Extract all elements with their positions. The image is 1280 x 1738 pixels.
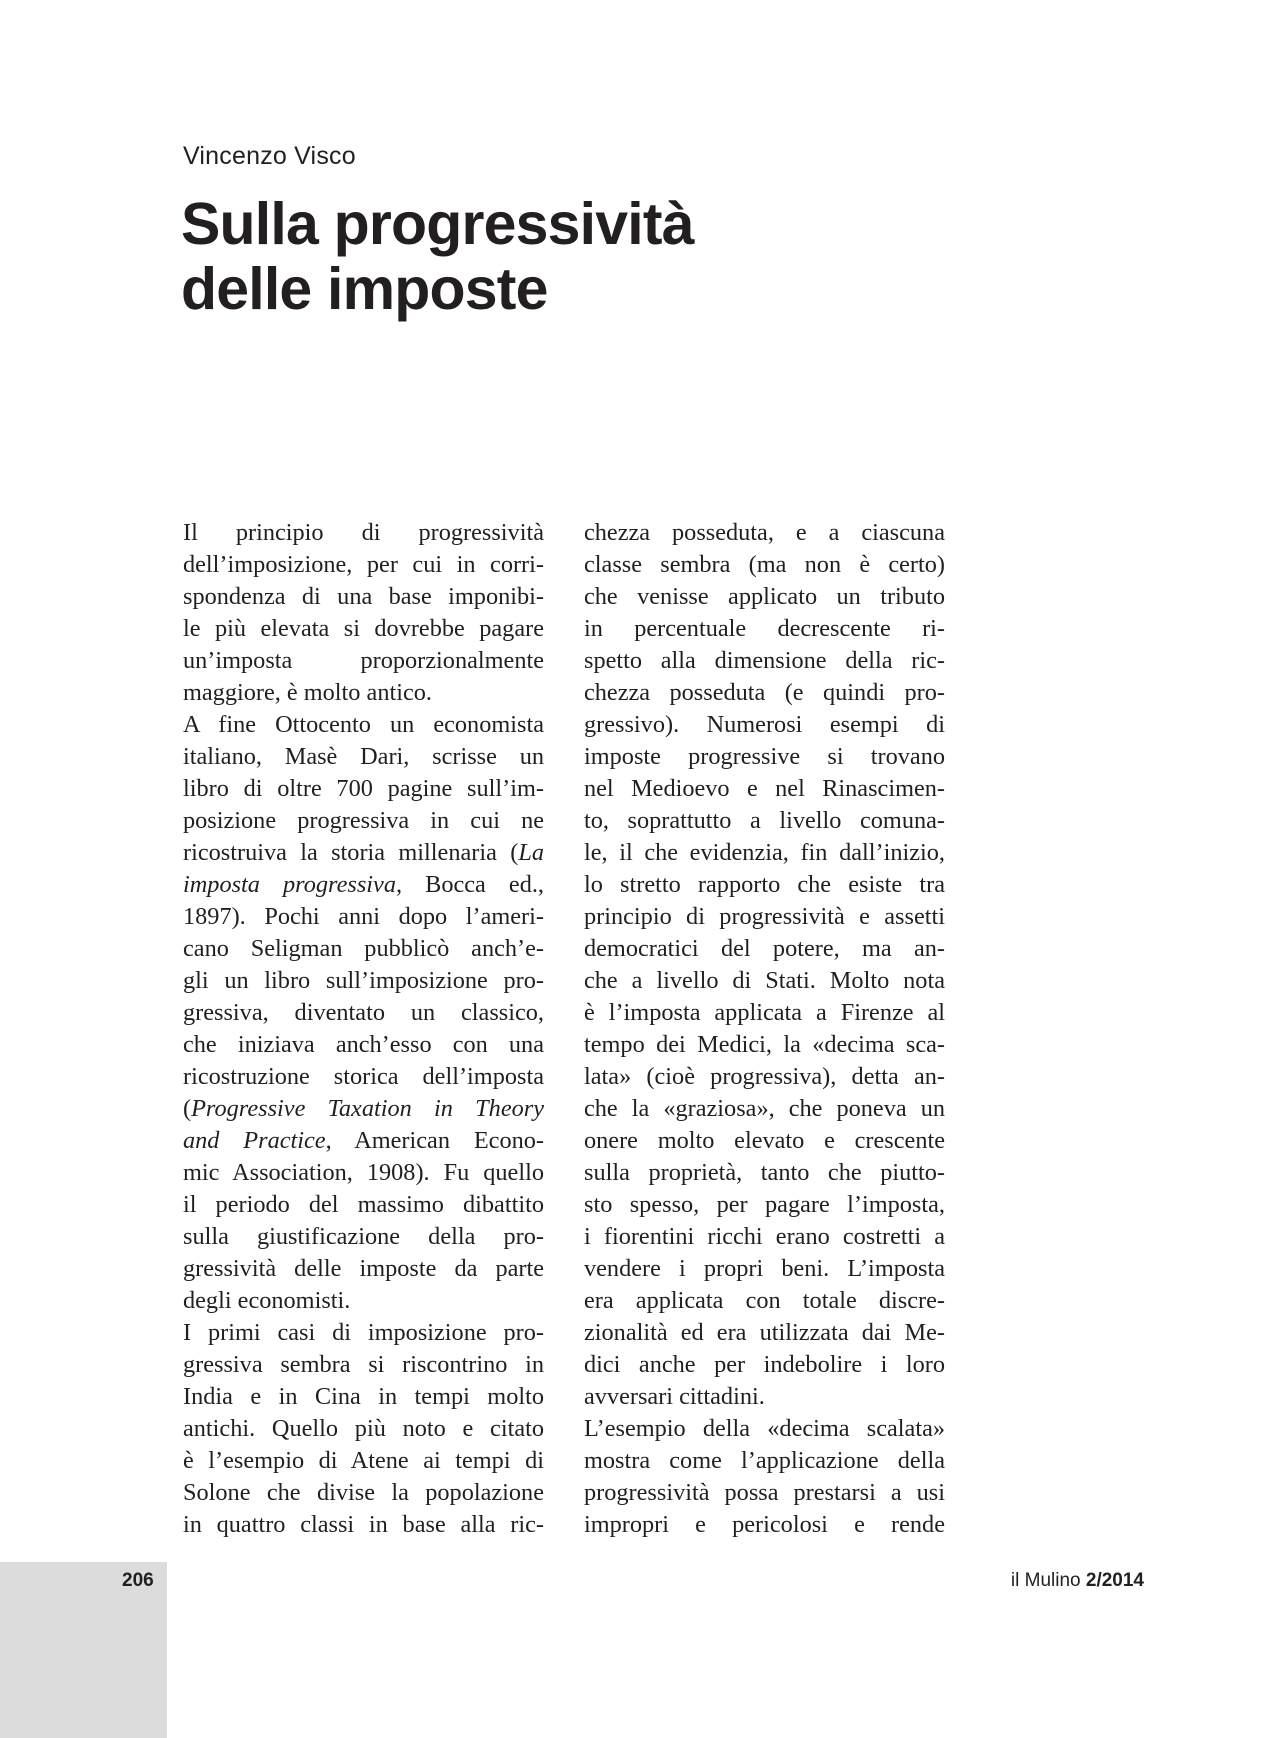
- text-line: imposta progressiva, Bocca ed.,: [183, 871, 544, 898]
- text-line: italiano, Masè Dari, scrisse un: [183, 743, 544, 770]
- journal-issue: 2/2014: [1085, 1570, 1144, 1591]
- text-line: era applicata con totale discre-: [584, 1287, 945, 1314]
- text-line: ricostruzione storica dell’imposta: [183, 1063, 544, 1090]
- text-line: le, il che evidenzia, fin dall’inizio,: [584, 839, 945, 866]
- text-line: Il principio di progressività: [183, 519, 544, 546]
- text-line: un’imposta proporzionalmente: [183, 647, 544, 674]
- text-line: to, soprattutto a livello comuna-: [584, 807, 945, 834]
- journal-reference: [1011, 1569, 1144, 1593]
- text-line: che venisse applicato un tributo: [584, 583, 945, 610]
- text-line: gli un libro sull’imposizione pro-: [183, 967, 544, 994]
- text-line: chezza posseduta (e quindi pro-: [584, 679, 945, 706]
- text-line: posizione progressiva in cui ne: [183, 807, 544, 834]
- text-line: cano Seligman pubblicò anch’e-: [183, 935, 544, 962]
- text-line: vendere i propri beni. L’imposta: [584, 1255, 945, 1282]
- text-line: spetto alla dimensione della ric-: [584, 647, 945, 674]
- text-line: maggiore, è molto antico.: [183, 679, 432, 706]
- text-line: in quattro classi in base alla ric-: [183, 1511, 544, 1538]
- text-line: and Practice, American Econo-: [183, 1127, 544, 1154]
- article-title-line: Sulla progressività: [181, 191, 694, 257]
- text-line: gressiva sembra si riscontrino in: [183, 1351, 544, 1378]
- text-line: antichi. Quello più noto e citato: [183, 1415, 544, 1442]
- text-line: sto spesso, per pagare l’imposta,: [584, 1191, 945, 1218]
- page-number: 206: [122, 1570, 154, 1591]
- text-line: gressivo). Numerosi esempi di: [584, 711, 945, 738]
- text-line: gressività delle imposte da parte: [183, 1255, 544, 1282]
- text-line: nel Medioevo e nel Rinascimen-: [584, 775, 945, 802]
- text-line: sulla giustificazione della pro-: [183, 1223, 544, 1250]
- text-line: classe sembra (ma non è certo): [584, 551, 945, 578]
- text-line: imposte progressive si trovano: [584, 743, 945, 770]
- text-line: 1897). Pochi anni dopo l’ameri-: [183, 903, 544, 930]
- text-line: in percentuale decrescente ri-: [584, 615, 945, 642]
- text-line: degli economisti.: [183, 1287, 351, 1314]
- journal-name: il Mulino: [1010, 1570, 1081, 1591]
- text-line: sulla proprietà, tanto che piutto-: [584, 1159, 945, 1186]
- text-line: I primi casi di imposizione pro-: [183, 1319, 544, 1346]
- text-line: i fiorentini ricchi erano costretti a: [584, 1223, 945, 1250]
- text-column-left: [183, 517, 544, 1541]
- text-line: democratici del potere, ma an-: [584, 935, 945, 962]
- text-line: le più elevata si dovrebbe pagare: [183, 615, 544, 642]
- text-line: principio di progressività e assetti: [584, 903, 945, 930]
- text-line: (Progressive Taxation in Theory: [183, 1095, 544, 1122]
- text-line: impropri e pericolosi e rende: [584, 1511, 945, 1538]
- text-line: gressiva, diventato un classico,: [183, 999, 544, 1026]
- text-line: zionalità ed era utilizzata dai Me-: [584, 1319, 945, 1346]
- article-title: [181, 192, 694, 322]
- text-line: è l’imposta applicata a Firenze al: [584, 999, 945, 1026]
- text-line: che la «graziosa», che poneva un: [584, 1095, 945, 1122]
- text-line: ricostruiva la storia millenaria (La: [183, 839, 544, 866]
- text-line: lata» (cioè progressiva), detta an-: [584, 1063, 945, 1090]
- text-line: dell’imposizione, per cui in corri-: [183, 551, 544, 578]
- text-line: che a livello di Stati. Molto nota: [584, 967, 945, 994]
- text-line: mic Association, 1908). Fu quello: [183, 1159, 544, 1186]
- text-line: India e in Cina in tempi molto: [183, 1383, 544, 1410]
- author-name: Vincenzo Visco: [183, 142, 356, 170]
- text-line: onere molto elevato e crescente: [584, 1127, 945, 1154]
- text-line: è l’esempio di Atene ai tempi di: [183, 1447, 544, 1474]
- text-line: A fine Ottocento un economista: [183, 711, 544, 738]
- text-line: libro di oltre 700 pagine sull’im-: [183, 775, 544, 802]
- text-line: L’esempio della «decima scalata»: [584, 1415, 945, 1442]
- text-line: tempo dei Medici, la «decima sca-: [584, 1031, 945, 1058]
- text-column-right: [584, 517, 945, 1541]
- text-line: il periodo del massimo dibattito: [183, 1191, 544, 1218]
- text-line: mostra come l’applicazione della: [584, 1447, 945, 1474]
- text-line: Solone che divise la popolazione: [183, 1479, 544, 1506]
- text-line: avversari cittadini.: [584, 1383, 765, 1410]
- text-line: progressività possa prestarsi a usi: [584, 1479, 945, 1506]
- article-title-line: delle imposte: [181, 256, 548, 322]
- text-line: chezza posseduta, e a ciascuna: [584, 519, 945, 546]
- text-line: che iniziava anch’esso con una: [183, 1031, 544, 1058]
- text-line: spondenza di una base imponibi-: [183, 583, 544, 610]
- text-line: lo stretto rapporto che esiste tra: [584, 871, 945, 898]
- text-line: dici anche per indebolire i loro: [584, 1351, 945, 1378]
